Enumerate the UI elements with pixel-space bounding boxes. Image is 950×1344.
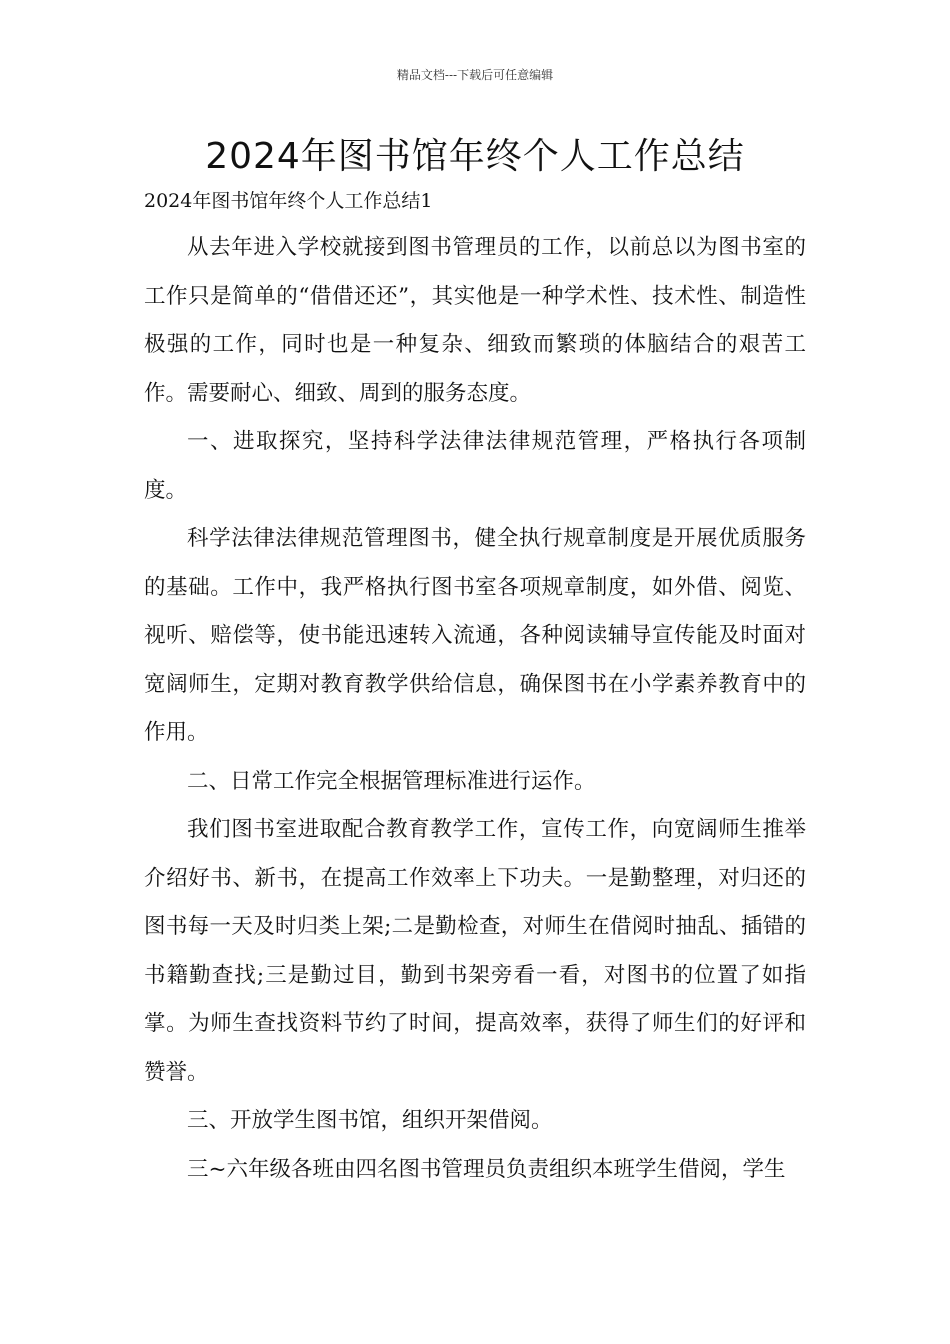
- heading-section-3: 三、开放学生图书馆，组织开架借阅。: [187, 1108, 553, 1133]
- paragraph-intro: 从去年进入学校就接到图书管理员的工作，以前总以为图书室的工作只是简单的“借借还还”，其实他是一种学术性、技术性、制造性极强的工作，同时也是一种复杂、细致而繁琐的体脑结合的艰苦工作。需要耐心、细致、周到的服务态度。: [144, 235, 806, 406]
- paragraph-section-2: 我们图书室进取配合教育教学工作，宣传工作，向宽阔师生推举介绍好书、新书，在提高工作效率上下功夫。一是勤整理，对归还的图书每一天及时归类上架;二是勤检查，对师生在借阅时抽乱、插错的书籍勤查找;三是勤过目，勤到书架旁看一看，对图书的位置了如指掌。为师生查找资料节约了时间，提高效率，获得了师生们的好评和赞誉。: [144, 817, 806, 1085]
- section-subtitle: 2024年图书馆年终个人工作总结1: [144, 190, 433, 212]
- paragraph-section-1: 科学法律法律规范管理图书，健全执行规章制度是开展优质服务的基础。工作中，我严格执行图书室各项规章制度，如外借、阅览、视听、赔偿等，使书能迅速转入流通，各种阅读辅导宣传能及时面对宽阔师生，定期对教育教学供给信息，确保图书在小学素养教育中的作用。: [144, 526, 806, 745]
- header-note: 精品文档---下载后可任意编辑: [396, 68, 554, 82]
- paragraph-section-3: 三~六年级各班由四名图书管理员负责组织本班学生借阅，学生: [187, 1156, 786, 1182]
- heading-section-2: 二、日常工作完全根据管理标准进行运作。: [187, 768, 596, 794]
- document-title: 2024年图书馆年终个人工作总结: [205, 136, 745, 177]
- document-body: [144, 183, 806, 1194]
- heading-section-1: 一、进取探究，坚持科学法律法律规范管理，严格执行各项制度。: [144, 429, 806, 503]
